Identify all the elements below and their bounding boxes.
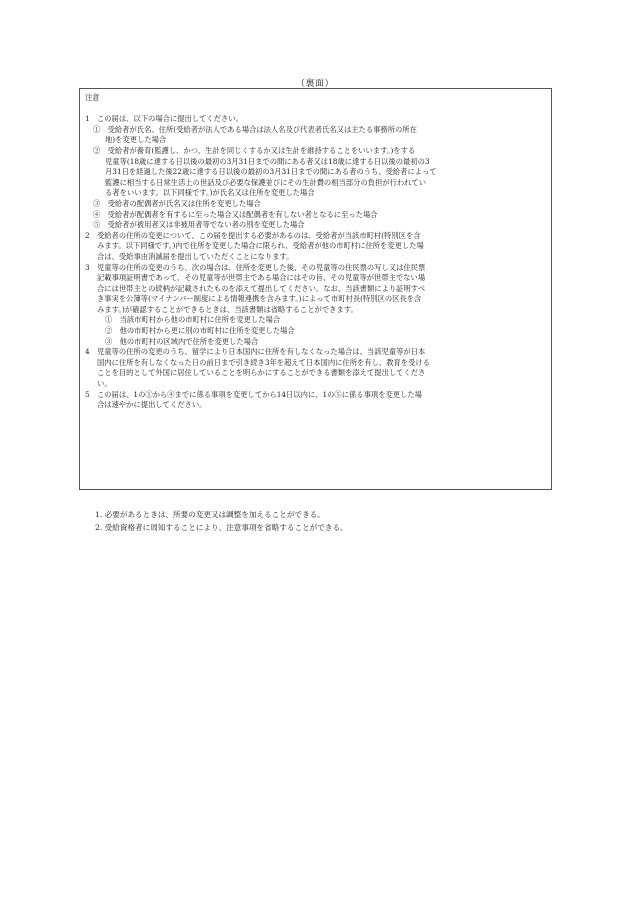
note-line: 地)を変更した場合 [105, 135, 167, 145]
note-line: ② 受給者が養育(監護し、かつ、生計を同じくするか又は生計を維持することをいいます。)をする [93, 145, 416, 155]
note-line: 合には世帯主との続柄が記載されたものを添えて提出してください。なお、当該書類により証明すべ [97, 283, 426, 293]
note-line: 3 児童等の住所の変更のうち、次の場合は、住所を変更した後、その児童等の住民票の写し又は住民票 [85, 262, 426, 272]
note-line: ⑤ 受給者が被用者又は非被用者等でない者の別を変更した場合 [93, 220, 305, 230]
note-line: ③ 受給者の配偶者が氏名又は住所を変更した場合 [93, 198, 261, 208]
note-line: 合は、受給事由消滅届を提出していただくことになります。 [97, 251, 294, 261]
note-line: ① 受給者が氏名、住所(受給者が法人である場合は法人名及び代表者氏名又は主たる事務所の所在 [93, 124, 417, 134]
note-line: 1 この届は、以下の場合に提出してください。 [85, 114, 243, 124]
note-line: 2 受給者の住所の変更について、この届を提出する必要があるのは、受給者が当該市町村(特別区を含 [85, 230, 421, 240]
note-line: い。 [97, 379, 112, 389]
page-heading: （裏面） [295, 79, 334, 89]
notes-title: 注意 [85, 93, 100, 102]
note-line: 国内に住所を有しなくなった日の前日まで引き続き3年を超えて日本国内に住所を有し、教育を受ける [97, 357, 430, 367]
note-line: 5 この届は、1の①から④までに係る事項を変更してから14日以内に、1の⑤に係る事項を変更した場 [85, 389, 422, 399]
notes-lines [85, 114, 545, 411]
note-line: ことを目的として外国に居住していることを明らかにすることができる書類を添えて提出してくださ [97, 368, 426, 378]
note-line: 4 児童等の住所の変更のうち、留学により日本国内に住所を有しなくなった場合は、当該児童等が日本 [85, 347, 426, 357]
note-line: 児童等(18歳に達する日以後の最初の3月31日までの間にある者又は18歳に達する日以後の最初の3 [105, 156, 430, 166]
notes-box [79, 88, 552, 490]
note-line: 合は速やかに提出してください。 [97, 400, 207, 410]
note-line: 監護に相当する日常生活上の世話及び必要な保護並びにその生計費の相当部分の負担が行われてい [105, 177, 427, 187]
note-line: る者をいいます。以下同様です。)が氏名又は住所を変更した場合 [105, 188, 315, 198]
note-line: き事実を公簿等(マイナンバー制度による情報連携を含みます。)によって市町村長(特別区の区長を含 [97, 294, 422, 304]
note-line: みます。)が確認することができるときは、当該書類は省略することができます。 [97, 304, 358, 314]
note-line: ④ 受給者が配偶者を有するに至った場合又は配偶者を有しない者となるに至った場合 [93, 209, 378, 219]
note-line: 記載事項証明書であって、その児童等が世帯主である場合にはその旨、その児童等が世帯主でない場 [97, 273, 426, 283]
footer-notes [95, 508, 565, 534]
footer-note-2: 2. 受給資格者に周知することにより、注意事項を省略することができる。 [95, 523, 348, 532]
note-line: ① 当該市町村から他の市町村に住所を変更した場合 [105, 315, 281, 325]
note-line: みます。以下同様です。)内で住所を変更した場合に限られ、受給者が他の市町村に住所を変更した場 [97, 241, 424, 251]
footer-note-1: 1. 必要があるときは、所要の変更又は調整を加えることができる。 [95, 510, 325, 519]
note-line: ② 他の市町村から更に別の市町村に住所を変更した場合 [105, 326, 295, 336]
note-line: 月31日を経過した後22歳に達する日以後の最初の3月31日までの間にある者のうち、受給者によって [105, 167, 437, 177]
note-line: ③ 他の市町村の区域内で住所を変更した場合 [105, 336, 259, 346]
